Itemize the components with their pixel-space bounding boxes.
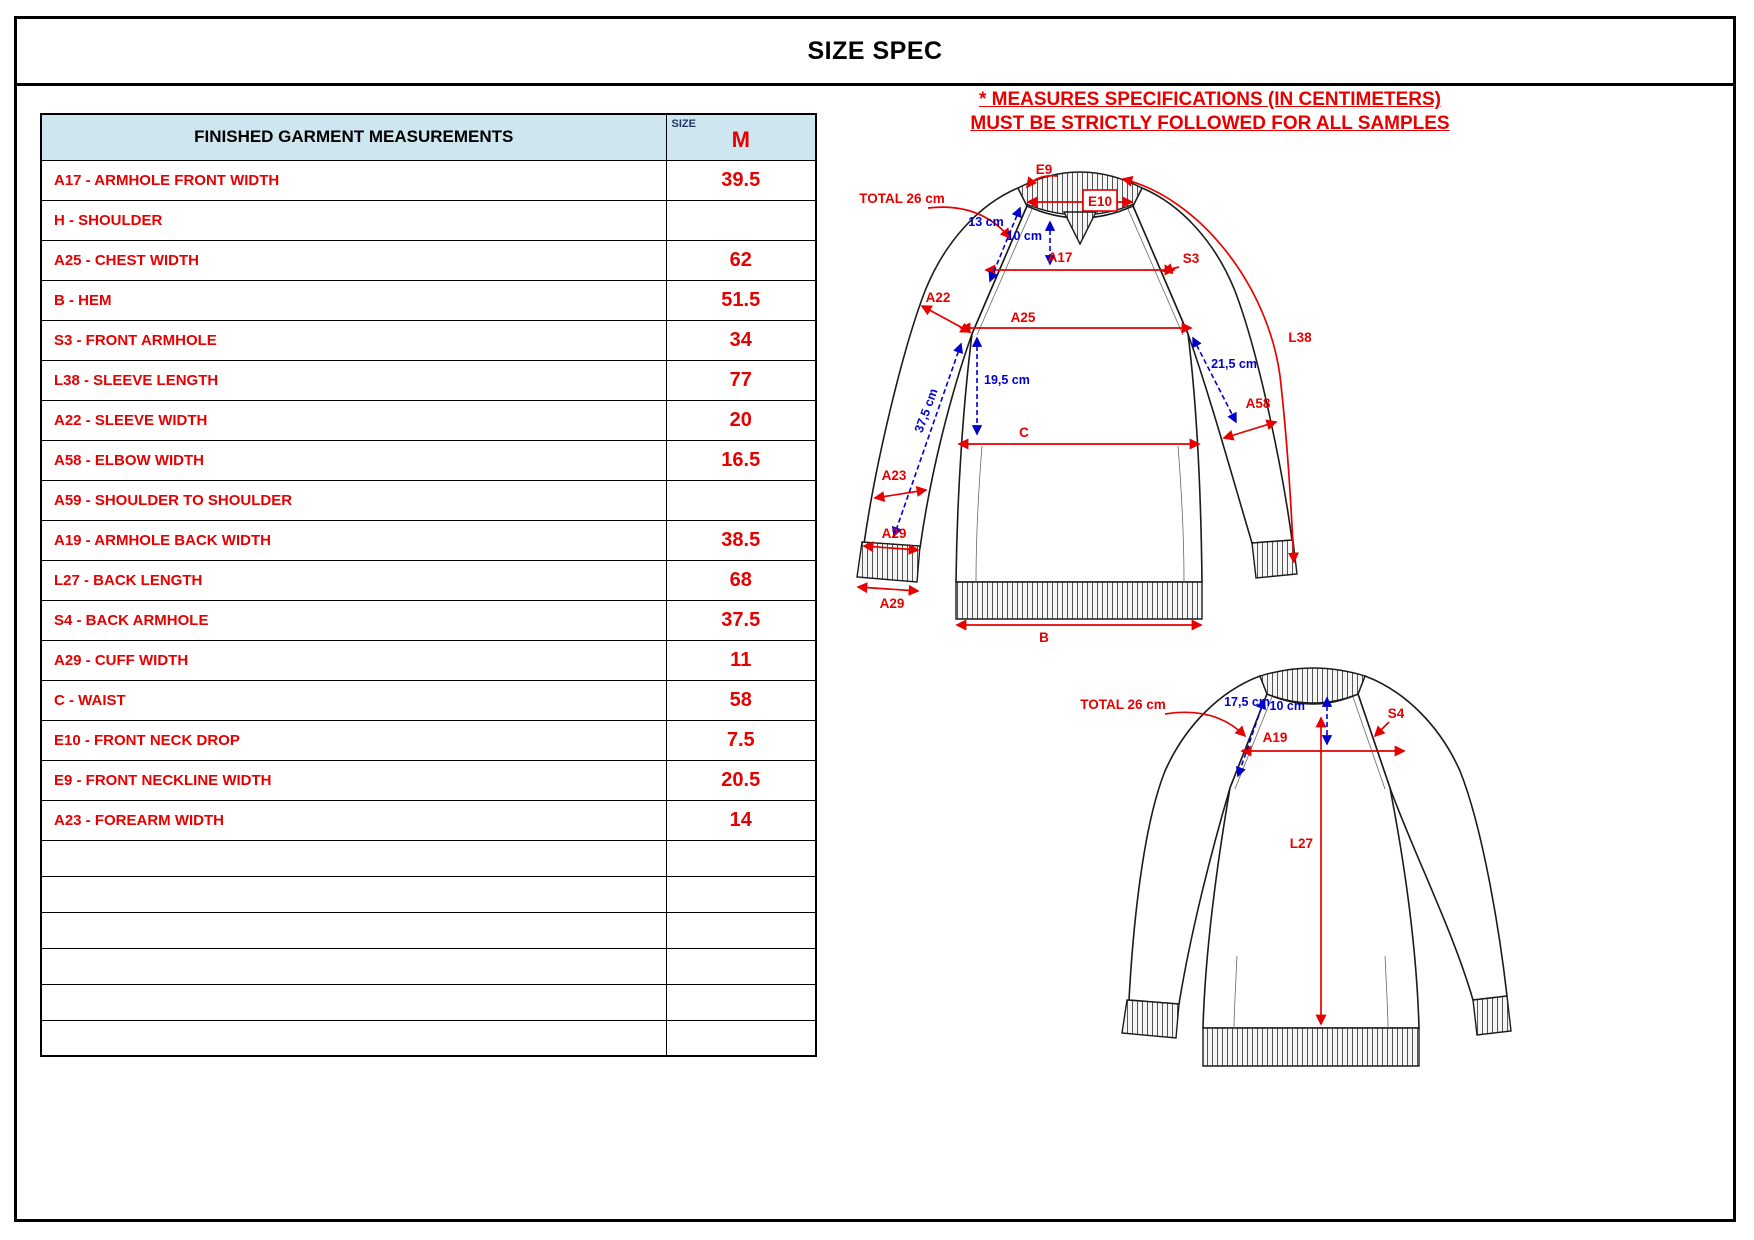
table-row [41,400,816,440]
measures-note-line2: MUST BE STRICTLY FOLLOWED FOR ALL SAMPLES [970,112,1450,134]
table-row [41,840,816,876]
label-e9: E9 [1035,162,1053,177]
measurement-label: B - HEM [41,280,666,320]
table-row [41,200,816,240]
measurement-value: 58 [666,680,816,720]
table-row [41,320,816,360]
sweatshirt-front-outline [857,172,1297,619]
label-13cm: 13 cm [968,215,1004,229]
table-row [41,948,816,984]
measurement-label: S3 - FRONT ARMHOLE [41,320,666,360]
label-s4: S4 [1387,706,1405,721]
label-21-5cm: 21,5 cm [1211,357,1257,371]
measurement-label [41,984,666,1020]
table-row [41,912,816,948]
measurement-value: 16.5 [666,440,816,480]
measurement-value: 62 [666,240,816,280]
measurement-label: C - WAIST [41,680,666,720]
table-row [41,480,816,520]
label-a17: A17 [1047,250,1073,265]
label-17-5cm: 17,5 cm [1224,695,1270,709]
measurement-value: 37.5 [666,600,816,640]
measurements-header: FINISHED GARMENT MEASUREMENTS [41,114,666,160]
measurement-value [666,912,816,948]
label-10cm-front: 10 cm [1006,229,1042,243]
table-row [41,720,816,760]
measurement-label: A17 - ARMHOLE FRONT WIDTH [41,160,666,200]
table-row [41,760,816,800]
table-row [41,280,816,320]
measurement-label: A58 - ELBOW WIDTH [41,440,666,480]
measurement-value: 77 [666,360,816,400]
size-header [666,114,816,160]
label-s3: S3 [1182,251,1200,266]
front-view-diagram [830,146,1330,666]
table-row [41,876,816,912]
table-row [41,800,816,840]
measurement-value: 7.5 [666,720,816,760]
measurement-label: L38 - SLEEVE LENGTH [41,360,666,400]
label-a23: A23 [881,468,907,483]
page-title: SIZE SPEC [17,19,1733,86]
measurement-value: 39.5 [666,160,816,200]
back-view-diagram [1055,656,1555,1098]
measurement-value [666,984,816,1020]
measurement-label: A19 - ARMHOLE BACK WIDTH [41,520,666,560]
measurement-value [666,840,816,876]
label-10cm-back: 10 cm [1269,699,1305,713]
table-row [41,1020,816,1056]
label-a25: A25 [1010,310,1036,325]
measurement-label [41,912,666,948]
table-row [41,240,816,280]
sweatshirt-back-outline [1122,668,1511,1066]
label-c: C [1019,425,1029,440]
label-a29-top: A29 [881,526,907,541]
measurement-value: 51.5 [666,280,816,320]
label-e10: E10 [1087,194,1113,209]
measurement-label: A23 - FOREARM WIDTH [41,800,666,840]
measurement-value [666,876,816,912]
measurement-label [41,840,666,876]
measurement-value: 20 [666,400,816,440]
label-a22: A22 [925,290,951,305]
measurement-value [666,200,816,240]
label-37-5cm: 37,5 cm [911,386,941,435]
label-total-back: TOTAL 26 cm [1080,697,1166,712]
measurement-value [666,480,816,520]
measurement-label: L27 - BACK LENGTH [41,560,666,600]
measurement-label: E10 - FRONT NECK DROP [41,720,666,760]
table-row [41,984,816,1020]
measurement-value: 11 [666,640,816,680]
label-19-5cm: 19,5 cm [984,373,1030,387]
measurement-value [666,948,816,984]
measurement-value: 14 [666,800,816,840]
label-a29-bottom: A29 [879,596,905,611]
measurement-value: 38.5 [666,520,816,560]
table-row [41,440,816,480]
table-row [41,560,816,600]
measurement-label [41,948,666,984]
table-row [41,160,816,200]
table-header-row [41,114,816,160]
measurement-value: 68 [666,560,816,600]
table-row [41,640,816,680]
measurement-label: A22 - SLEEVE WIDTH [41,400,666,440]
measurement-label [41,1020,666,1056]
measurement-label: A29 - CUFF WIDTH [41,640,666,680]
measurement-label: A59 - SHOULDER TO SHOULDER [41,480,666,520]
measurement-value [666,1020,816,1056]
label-a19: A19 [1262,730,1288,745]
measurement-label [41,876,666,912]
measurement-value: 34 [666,320,816,360]
table-row [41,600,816,640]
label-total-front: TOTAL 26 cm [859,191,945,206]
measurement-label: E9 - FRONT NECKLINE WIDTH [41,760,666,800]
size-value: M [731,126,750,152]
measurement-label: S4 - BACK ARMHOLE [41,600,666,640]
table-row [41,360,816,400]
size-label: SIZE [671,118,696,130]
measurement-label: H - SHOULDER [41,200,666,240]
label-a58: A58 [1245,396,1271,411]
measurement-value: 20.5 [666,760,816,800]
table-row [41,520,816,560]
measures-note [945,88,1475,136]
table-row [41,680,816,720]
measures-note-line1: * MEASURES SPECIFICATIONS (IN CENTIMETERS) [978,89,1441,110]
measurement-label: A25 - CHEST WIDTH [41,240,666,280]
label-b: B [1039,630,1049,645]
label-l38: L38 [1288,330,1312,345]
measurements-table [40,113,817,1057]
label-l27: L27 [1289,836,1313,851]
